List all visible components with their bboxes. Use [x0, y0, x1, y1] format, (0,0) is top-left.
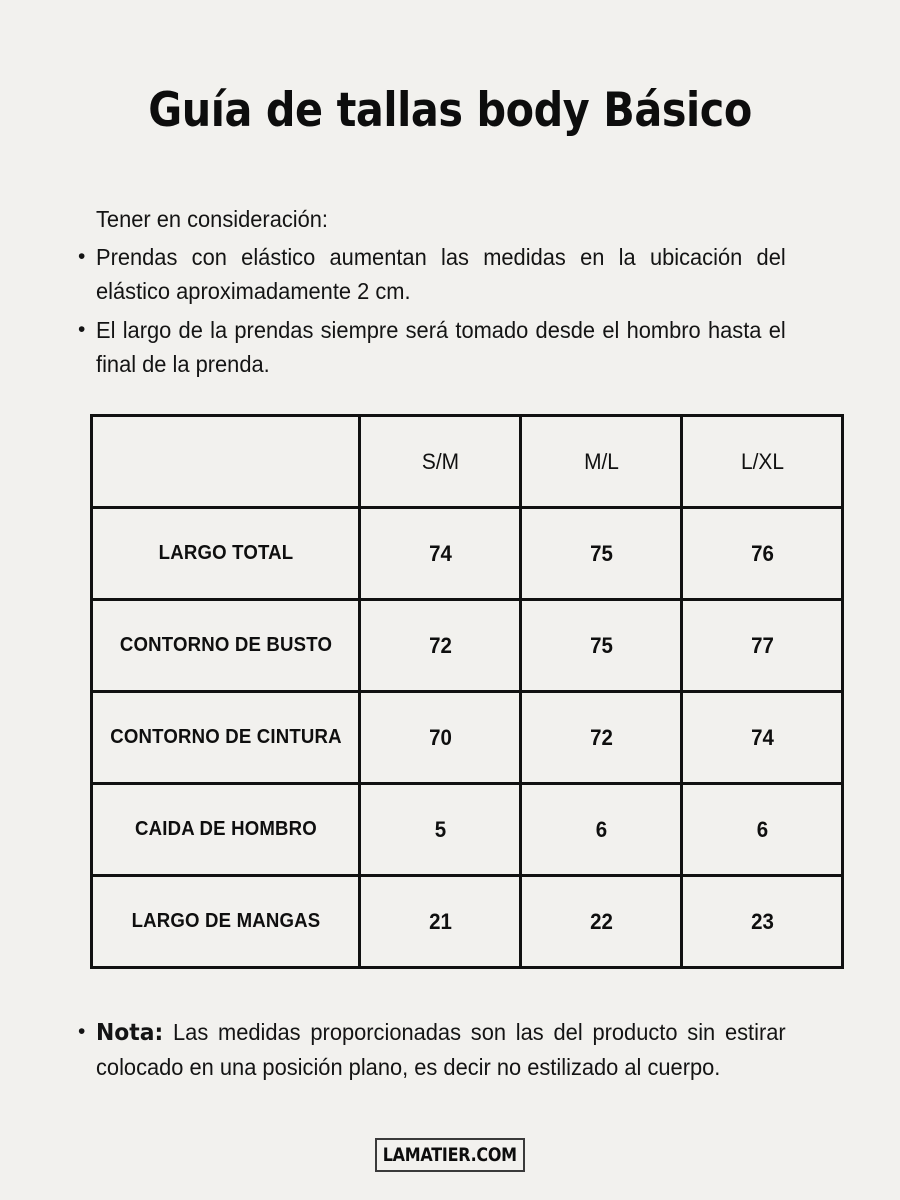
row-label: LARGO TOTAL: [101, 508, 350, 600]
brand-badge: [375, 1138, 525, 1172]
bullet-icon: •: [78, 245, 86, 268]
note-text: [96, 1015, 786, 1084]
table-header-sm: S/M: [364, 416, 517, 508]
brand-name: LAMATIER.COM: [382, 1144, 518, 1166]
table-row: [92, 784, 843, 876]
row-value-lxl: 23: [687, 876, 837, 968]
table-row: [92, 876, 843, 968]
table-row: [92, 508, 843, 600]
row-value-sm: 5: [365, 784, 515, 876]
table-header-ml: M/L: [525, 416, 678, 508]
row-value-ml: 72: [526, 692, 676, 784]
consideration-item-2: [78, 313, 822, 381]
row-value-ml: 75: [526, 600, 676, 692]
note-body: Las medidas proporcionadas son las del producto sin estirar colocado en una posición plano, es decir no estilizado al cuerpo.: [96, 1019, 786, 1080]
row-value-lxl: 74: [687, 692, 837, 784]
row-value-sm: 72: [365, 600, 515, 692]
row-label: CAIDA DE HOMBRO: [101, 784, 350, 876]
row-label: CONTORNO DE BUSTO: [101, 600, 350, 692]
table-header-lxl: L/XL: [686, 416, 839, 508]
row-value-sm: 21: [365, 876, 515, 968]
row-label: LARGO DE MANGAS: [101, 876, 350, 968]
table-row: [92, 692, 843, 784]
note-label: Nota:: [96, 1020, 164, 1046]
bullet-icon: •: [78, 318, 86, 341]
row-value-ml: 6: [526, 784, 676, 876]
note-section: [78, 1010, 822, 1084]
table-header-row: [92, 416, 843, 508]
row-value-ml: 75: [526, 508, 676, 600]
consideration-text-2: El largo de la prendas siempre será tomado desde el hombro hasta el final de la prenda.: [96, 317, 786, 377]
table-row: [92, 600, 843, 692]
table-header-measurement: [92, 416, 360, 508]
row-value-lxl: 6: [687, 784, 837, 876]
note-item: [78, 1015, 822, 1084]
row-value-lxl: 77: [687, 600, 837, 692]
row-value-sm: 70: [365, 692, 515, 784]
page-title: Guía de tallas body Básico: [148, 83, 752, 139]
size-measurements-table: [90, 414, 844, 969]
considerations-section: [78, 203, 822, 381]
row-value-sm: 74: [365, 508, 515, 600]
row-label: CONTORNO DE CINTURA: [101, 692, 350, 784]
row-value-lxl: 76: [687, 508, 837, 600]
considerations-heading: Tener en consideración:: [96, 206, 329, 232]
row-value-ml: 22: [526, 876, 676, 968]
consideration-text-1: Prendas con elástico aumentan las medidas en la ubicación del elástico aproximadamente 2 cm.: [96, 244, 786, 304]
consideration-item-1: [78, 240, 822, 308]
bullet-icon: •: [78, 1020, 86, 1043]
